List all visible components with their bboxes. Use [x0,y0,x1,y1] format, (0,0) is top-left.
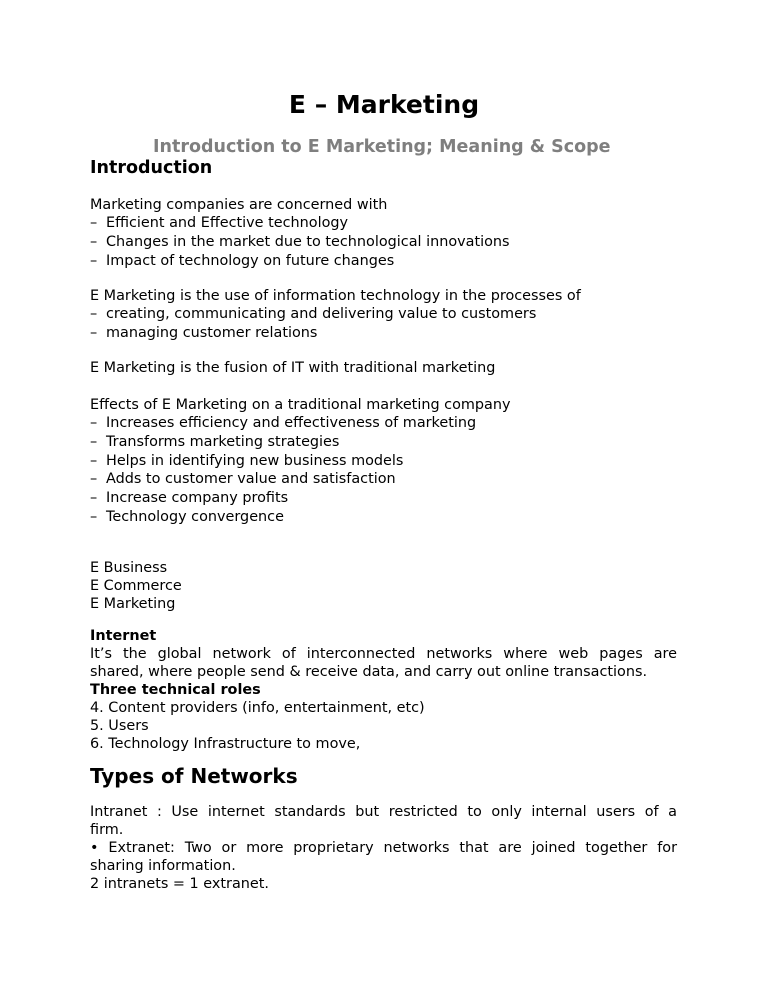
list-item: E Business [90,560,168,576]
intranet-line: Intranet : Use internet standards but restricted to only internal users of a [90,804,677,820]
list-item: – Efficient and Effective technology [90,215,349,231]
list-item: 4. Content providers (info, entertainment, etc) [90,700,425,716]
list-item: – Transforms marketing strategies [90,434,340,450]
list-item: E Commerce [90,578,182,594]
internet-text-line: It’s the global network of interconnected networks where web pages are [90,646,677,662]
dash-bullet: – [90,471,98,487]
intranet-line: firm. [90,822,124,838]
list-item: – Adds to customer value and satisfaction [90,471,396,487]
document-title: E – Marketing [288,90,480,119]
internet-section [90,627,677,753]
introduction-heading: Introduction [90,158,213,178]
list-item: 5. Users [90,718,149,734]
extranet-line: sharing information. [90,858,236,874]
concerned-block [90,196,510,270]
networks-section [90,803,677,893]
dash-bullet: – [90,509,98,525]
use-of-it-block [90,287,581,342]
extranet-line: • Extranet: Two or more proprietary networks that are joined together for [90,840,677,856]
dash-bullet: – [90,234,98,250]
effects-block [90,396,510,526]
dash-bullet: – [90,415,98,431]
list-item: – Helps in identifying new business models [90,453,404,469]
dash-bullet: – [90,215,98,231]
roles-heading: Three technical roles [90,682,261,698]
list-item: E Marketing [90,596,176,612]
list-item: – Increases efficiency and effectiveness of marketing [90,415,477,431]
dash-bullet: – [90,253,98,269]
list-item: – Changes in the market due to technological innovations [90,234,510,250]
network-equation: 2 intranets = 1 extranet. [90,876,269,892]
dash-bullet: – [90,453,98,469]
dash-bullet: – [90,306,98,322]
concerned-lead: Marketing companies are concerned with [90,197,388,213]
effects-lead: Effects of E Marketing on a traditional marketing company [90,397,511,413]
list-item: 6. Technology Infrastructure to move, [90,736,361,752]
dash-bullet: – [90,325,98,341]
list-item: – Increase company profits [90,490,289,506]
terms-list [90,559,182,613]
list-item: – Technology convergence [90,509,284,525]
internet-text-line: shared, where people send & receive data, and carry out online transactions. [90,664,648,680]
fusion-statement: E Marketing is the fusion of IT with traditional marketing [90,360,496,376]
document-subtitle: Introduction to E Marketing; Meaning & Scope [153,137,611,157]
list-item: – managing customer relations [90,325,318,341]
types-heading: Types of Networks [90,764,298,788]
dash-bullet: – [90,434,98,450]
internet-heading: Internet [90,628,157,644]
use-of-it-lead: E Marketing is the use of information technology in the processes of [90,288,581,304]
list-item: – creating, communicating and delivering value to customers [90,306,537,322]
list-item: – Impact of technology on future changes [90,253,395,269]
dash-bullet: – [90,490,98,506]
